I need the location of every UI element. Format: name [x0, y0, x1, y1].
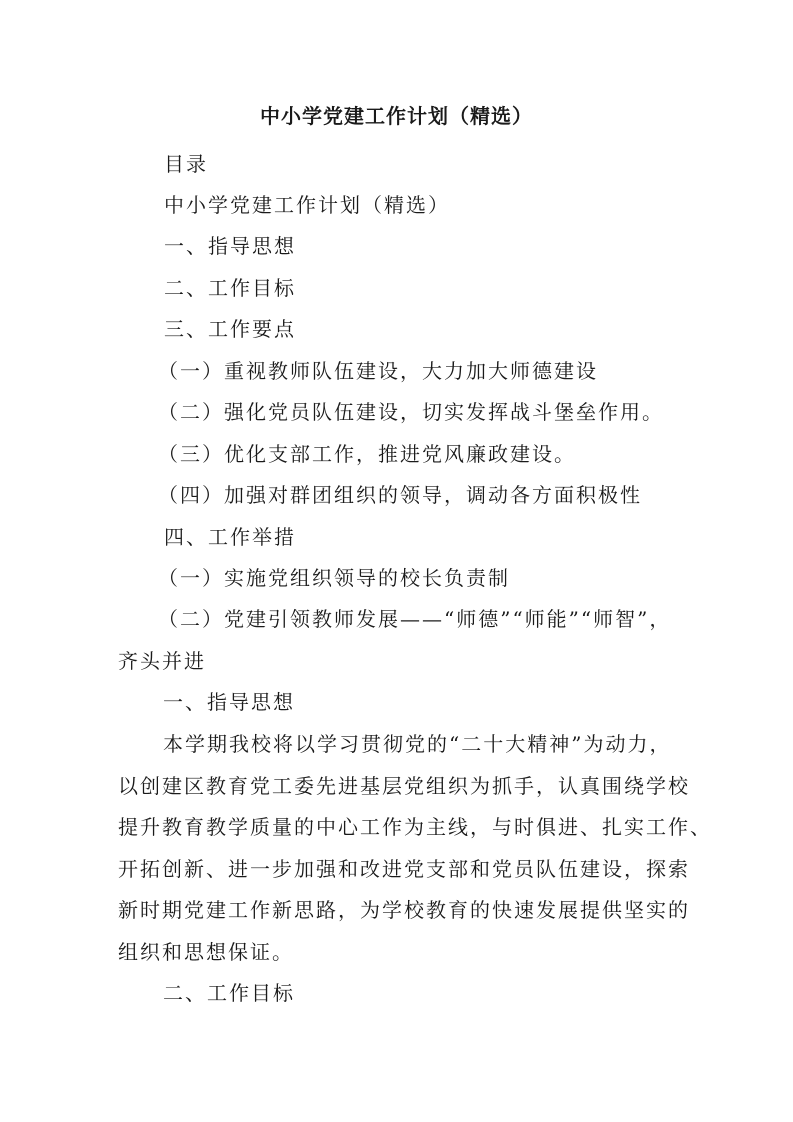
toc-entry: 二、工作目标 [164, 276, 296, 300]
toc-entry: 三、工作要点 [164, 317, 296, 341]
toc-entry: （一）重视教师队伍建设，大力加大师德建设 [158, 359, 598, 383]
toc-entry: （二）党建引领教师发展——“师德”“师能”“师智”， [158, 607, 672, 631]
toc-entry: （四）加强对群团组织的领导，调动各方面积极性 [158, 483, 642, 507]
toc-heading: 目录 [164, 152, 208, 176]
document-title: 中小学党建工作计划（精选） [260, 104, 533, 128]
toc-entry: （一）实施党组织领导的校长负责制 [158, 566, 510, 590]
paragraph-line: 开拓创新、进一步加强和改进党支部和党员队伍建设，探索 [118, 857, 690, 881]
paragraph-line: 以创建区教育党工委先进基层党组织为抓手，认真围绕学校 [118, 774, 690, 798]
toc-entry: （二）强化党员队伍建设，切实发挥战斗堡垒作用。 [158, 400, 664, 424]
paragraph-line: 组织和思想保证。 [118, 940, 294, 964]
paragraph-line: 本学期我校将以学习贯彻党的“二十大精神”为动力， [163, 732, 672, 756]
section-heading: 二、工作目标 [163, 981, 295, 1005]
paragraph-line: 提升教育教学质量的中心工作为主线，与时俱进、扎实工作、 [118, 815, 712, 839]
paragraph-line: 新时期党建工作新思路，为学校教育的快速发展提供坚实的 [118, 898, 690, 922]
toc-entry: （三）优化支部工作，推进党风廉政建设。 [158, 442, 576, 466]
toc-entry: 齐头并进 [118, 649, 206, 673]
section-heading: 一、指导思想 [163, 690, 295, 714]
toc-entry: 一、指导思想 [164, 234, 296, 258]
toc-entry: 中小学党建工作计划（精选） [164, 193, 450, 217]
toc-entry: 四、工作举措 [164, 525, 296, 549]
